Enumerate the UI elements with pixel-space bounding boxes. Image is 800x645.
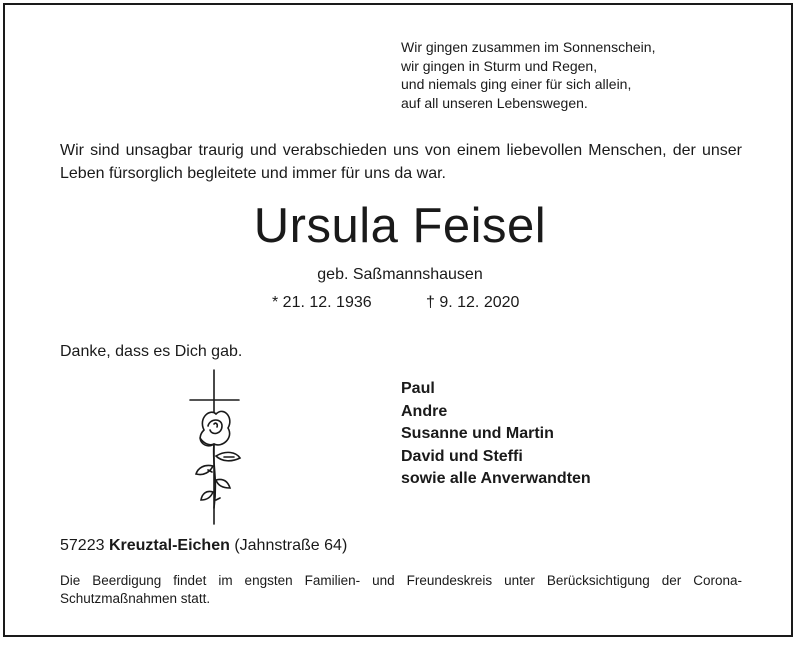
mourner-name: Susanne und Martin (401, 425, 554, 442)
poem-line: und niemals ging einer für sich allein, (401, 76, 632, 92)
poem-line: wir gingen in Sturm und Regen, (401, 57, 598, 74)
maiden-name: geb. Saßmannshausen (317, 266, 483, 283)
birth-date: * 21. 12. 1936 (272, 294, 372, 311)
poem-line: auf all unseren Lebenswegen. (401, 94, 588, 111)
mourner-name: Paul (401, 380, 435, 397)
poem-line: Wir gingen zusammen im Sonnenschein, (401, 39, 656, 55)
death-date: † 9. 12. 2020 (426, 294, 520, 311)
intro-text: Wir sind unsagbar traurig und verabschieden uns von einem liebevollen Menschen, der unser Leben fürsorglich begleitete und immer für uns da war. (60, 142, 742, 182)
deceased-name: Ursula Feisel (253, 199, 547, 253)
address-zip: 57223 (60, 537, 105, 554)
mourner-name: David und Steffi (401, 447, 523, 465)
thanks-text: Danke, dass es Dich gab. (60, 343, 243, 360)
address-street: (Jahnstraße 64) (234, 537, 348, 554)
funeral-note: Die Beerdigung findet im engsten Familien- und Freundeskreis unter Berücksichtigung der Corona-Schutzmaßnahmen statt. (60, 573, 742, 606)
address-city: Kreuztal-Eichen (108, 537, 230, 554)
address (60, 535, 347, 557)
mourners-list (401, 378, 591, 491)
cross-with-rose-icon (176, 368, 256, 528)
poem (401, 38, 655, 112)
mourner-name: Andre (401, 402, 448, 420)
mourner-name: sowie alle Anverwandten (401, 470, 591, 487)
